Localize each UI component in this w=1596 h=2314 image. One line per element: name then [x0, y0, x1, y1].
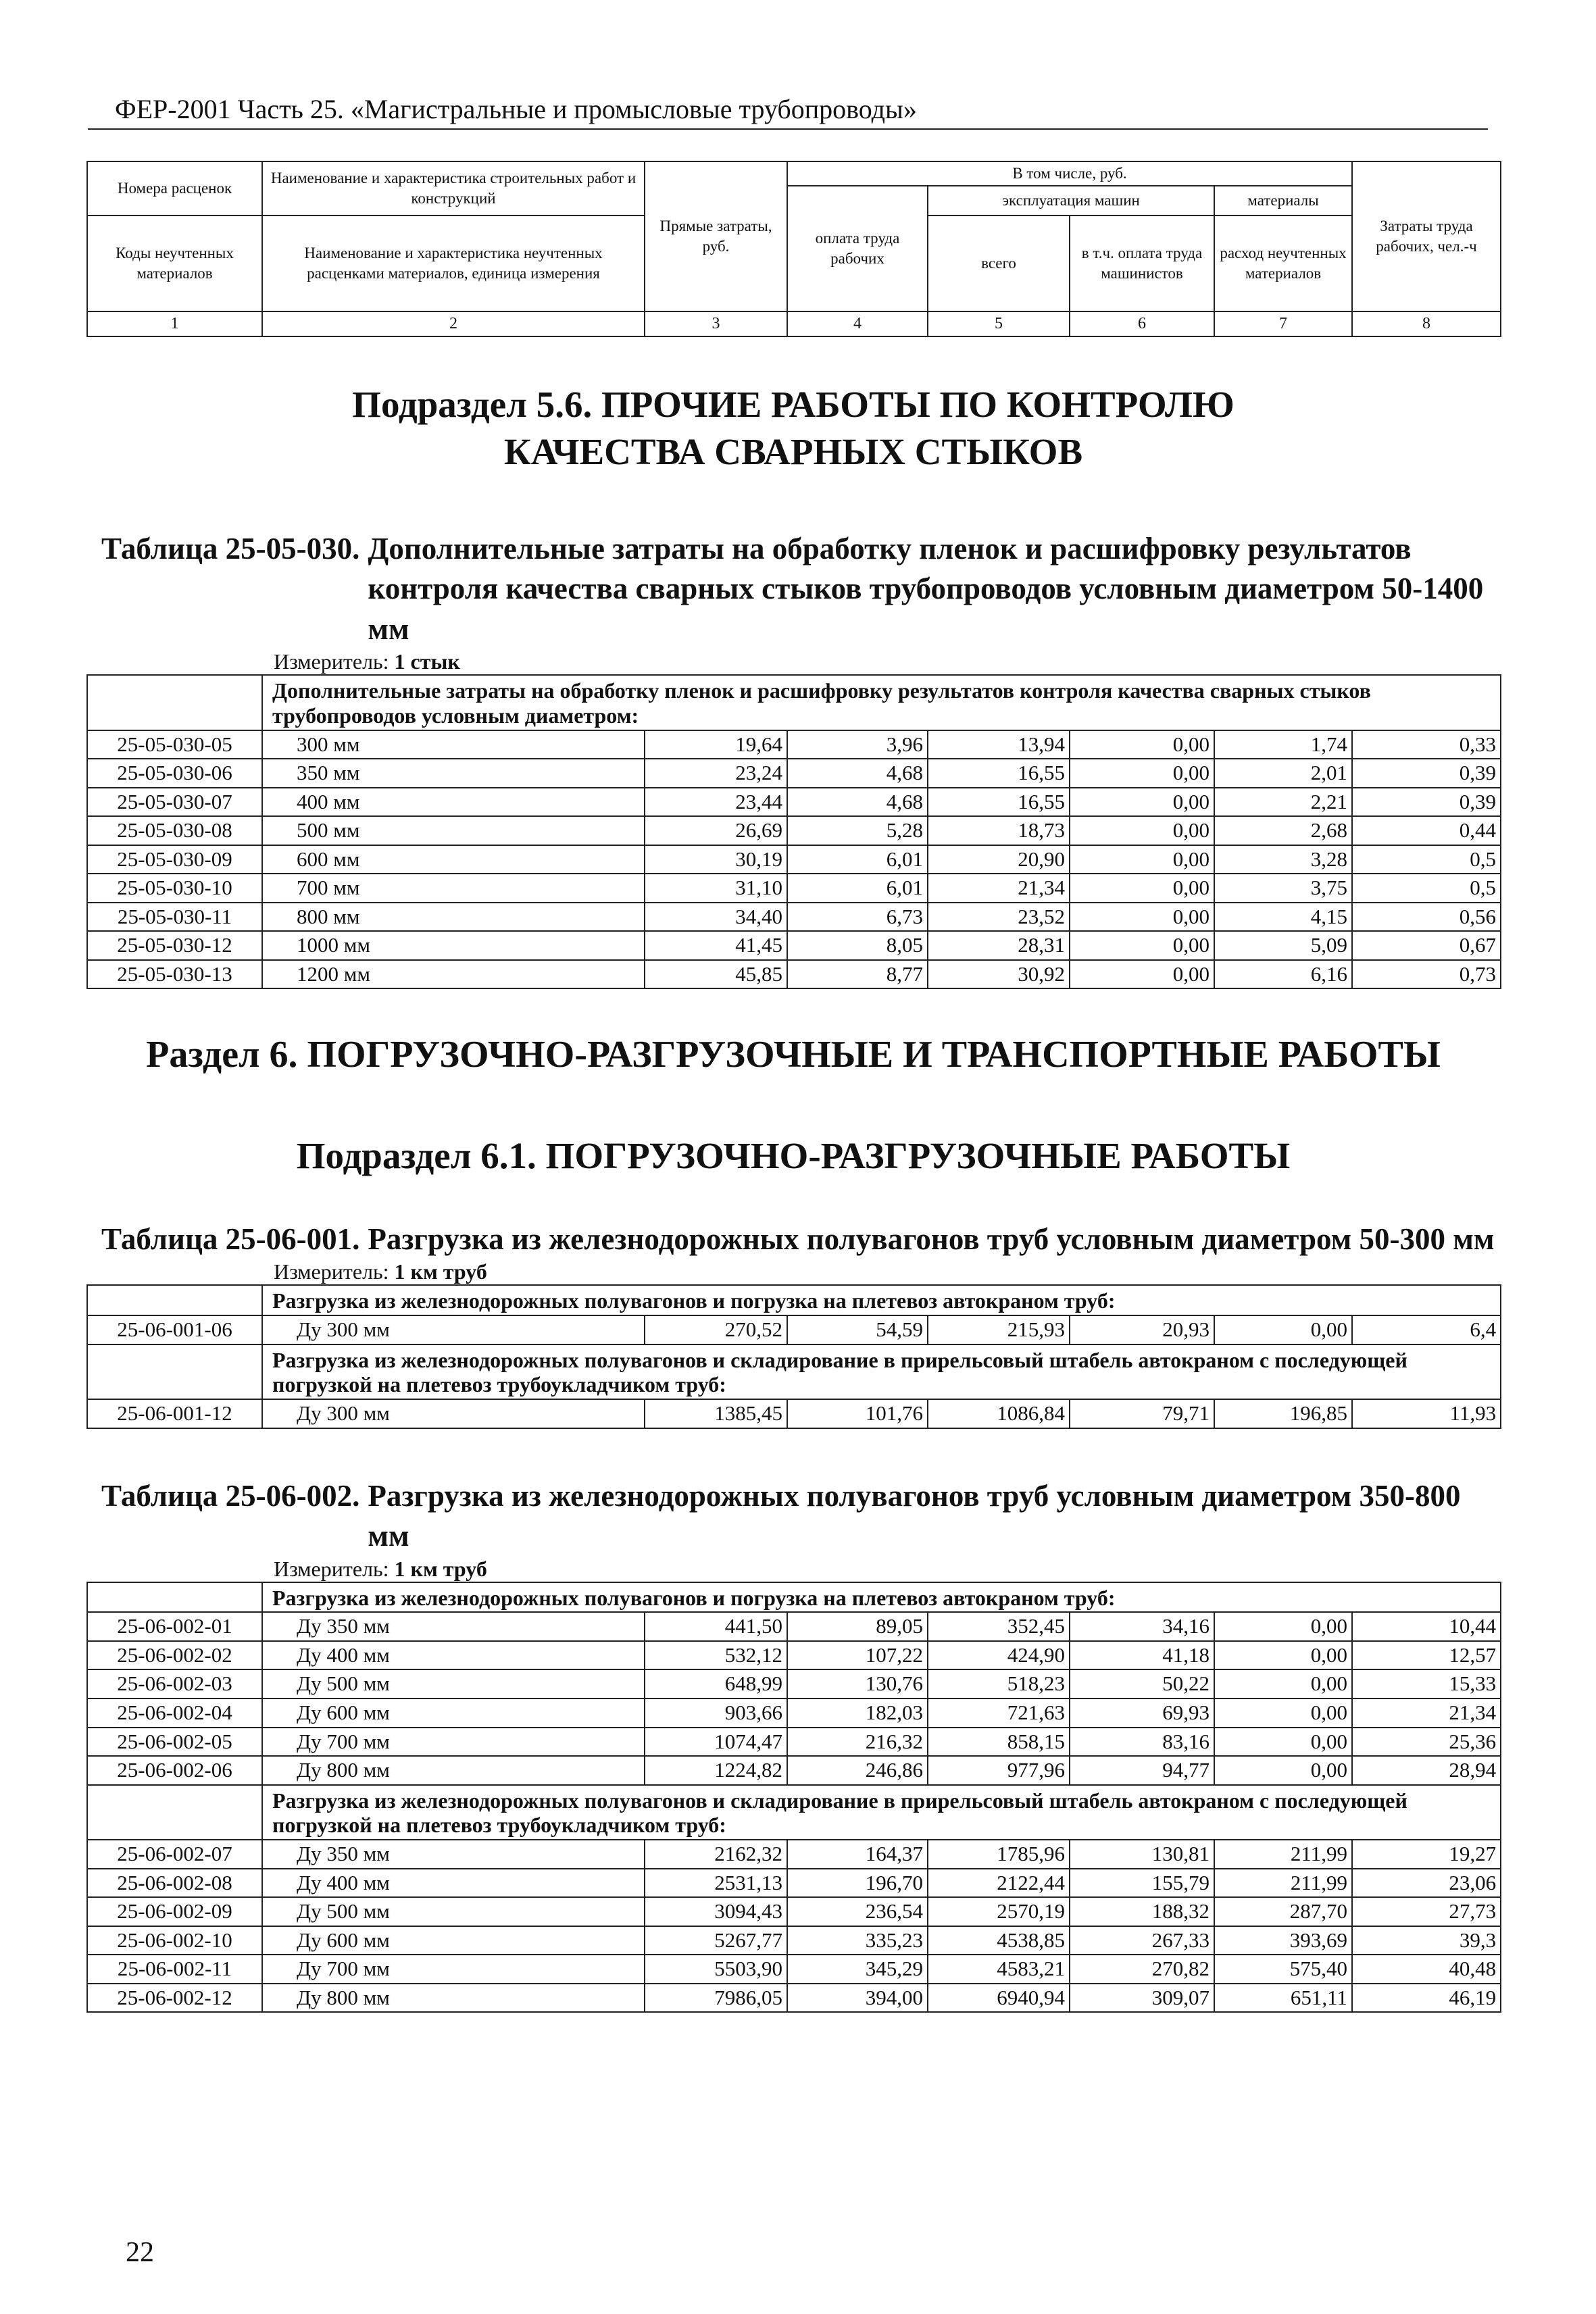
direct-cost: 41,45 — [645, 931, 787, 960]
labor-hours: 23,06 — [1352, 1869, 1501, 1898]
table-row — [87, 1984, 1501, 2013]
table-row — [87, 874, 1501, 903]
labor-pay: 130,76 — [787, 1669, 928, 1699]
labor-pay: 236,54 — [787, 1897, 928, 1926]
labor-pay: 4,68 — [787, 788, 928, 817]
work-name: Ду 600 мм — [262, 1926, 645, 1955]
table-row — [87, 788, 1501, 817]
hdr-num: 6 — [1070, 311, 1214, 336]
materials-cost: 0,00 — [1214, 1641, 1352, 1670]
machines-total: 424,90 — [928, 1641, 1070, 1670]
rate-code: 25-06-001-06 — [87, 1315, 262, 1344]
group-spacer-cell — [87, 1582, 262, 1613]
table-row — [87, 1641, 1501, 1670]
machinist-pay: 188,32 — [1070, 1897, 1214, 1926]
labor-hours: 0,39 — [1352, 788, 1501, 817]
direct-cost: 23,44 — [645, 788, 787, 817]
machines-total: 6940,94 — [928, 1984, 1070, 2013]
column-header-table — [86, 161, 1501, 337]
measure-label: Измеритель: — [274, 1556, 389, 1581]
rate-code: 25-06-002-09 — [87, 1897, 262, 1926]
materials-cost: 2,68 — [1214, 816, 1352, 845]
work-name: 1000 мм — [262, 931, 645, 960]
work-name: Ду 400 мм — [262, 1641, 645, 1670]
materials-cost: 3,28 — [1214, 845, 1352, 874]
table-row — [87, 960, 1501, 989]
work-name: Ду 300 мм — [262, 1315, 645, 1344]
materials-cost: 211,99 — [1214, 1869, 1352, 1898]
work-name: Ду 800 мм — [262, 1756, 645, 1785]
table-row — [87, 1840, 1501, 1869]
table-label: Таблица 25-06-002. — [101, 1478, 360, 1513]
work-name: 350 мм — [262, 759, 645, 788]
machinist-pay: 0,00 — [1070, 788, 1214, 817]
table-row — [87, 1699, 1501, 1728]
machines-total: 1785,96 — [928, 1840, 1070, 1869]
direct-cost: 1385,45 — [645, 1399, 787, 1428]
page-header: ФЕР-2001 Часть 25. «Магистральные и промысловые трубопроводы» — [115, 94, 917, 124]
hdr-num: 2 — [262, 311, 645, 336]
labor-hours: 15,33 — [1352, 1669, 1501, 1699]
labor-hours: 21,34 — [1352, 1699, 1501, 1728]
machinist-pay: 20,93 — [1070, 1315, 1214, 1344]
labor-hours: 40,48 — [1352, 1955, 1501, 1984]
subsection-title-5-6: Подраздел 5.6. ПРОЧИЕ РАБОТЫ ПО КОНТРОЛЮ КАЧЕСТВА СВАРНЫХ СТЫКОВ — [352, 384, 1235, 473]
table-title-text: Разгрузка из железнодорожных полувагонов труб условным диаметром 50-300 мм — [368, 1222, 1495, 1256]
direct-cost: 270,52 — [645, 1315, 787, 1344]
direct-cost: 26,69 — [645, 816, 787, 845]
machines-total: 721,63 — [928, 1699, 1070, 1728]
labor-hours: 0,33 — [1352, 730, 1501, 759]
hdr-materials: материалы — [1214, 186, 1352, 216]
machines-total: 4538,85 — [928, 1926, 1070, 1955]
direct-cost: 30,19 — [645, 845, 787, 874]
labor-hours: 11,93 — [1352, 1399, 1501, 1428]
measure-value: 1 км труб — [394, 1259, 487, 1284]
labor-hours: 27,73 — [1352, 1897, 1501, 1926]
group-spacer-cell — [87, 1285, 262, 1315]
direct-cost: 441,50 — [645, 1612, 787, 1641]
labor-pay: 216,32 — [787, 1728, 928, 1757]
materials-cost: 196,85 — [1214, 1399, 1352, 1428]
machines-total: 858,15 — [928, 1728, 1070, 1757]
direct-cost: 19,64 — [645, 730, 787, 759]
subsection-title-6-1: Подраздел 6.1. ПОГРУЗОЧНО-РАЗГРУЗОЧНЫЕ РАБОТЫ — [296, 1135, 1291, 1177]
direct-cost: 7986,05 — [645, 1984, 787, 2013]
measure-value: 1 км труб — [394, 1556, 487, 1581]
labor-pay: 101,76 — [787, 1399, 928, 1428]
work-name: 800 мм — [262, 903, 645, 932]
hdr-in-total: В том числе, руб. — [787, 161, 1352, 186]
machines-total: 215,93 — [928, 1315, 1070, 1344]
group-spacer-cell — [87, 1344, 262, 1400]
direct-cost: 1074,47 — [645, 1728, 787, 1757]
work-name: 600 мм — [262, 845, 645, 874]
machines-total: 28,31 — [928, 931, 1070, 960]
materials-cost: 2,21 — [1214, 788, 1352, 817]
direct-cost: 34,40 — [645, 903, 787, 932]
main-content — [86, 347, 1500, 2013]
labor-hours: 0,39 — [1352, 759, 1501, 788]
labor-pay: 4,68 — [787, 759, 928, 788]
direct-cost: 5503,90 — [645, 1955, 787, 1984]
hdr-col6: в т.ч. оплата труда машинистов — [1070, 216, 1214, 311]
materials-cost: 0,00 — [1214, 1669, 1352, 1699]
measure-value: 1 стык — [394, 649, 460, 674]
materials-cost: 0,00 — [1214, 1756, 1352, 1785]
group-heading: Дополнительные затраты на обработку пленок и расшифровку результатов контроля качества сварных стыков трубопроводов условным диаметром: — [262, 675, 1501, 730]
measure-label: Измеритель: — [274, 1259, 389, 1284]
labor-pay: 3,96 — [787, 730, 928, 759]
machines-total: 4583,21 — [928, 1955, 1070, 1984]
hdr-num: 7 — [1214, 311, 1352, 336]
machinist-pay: 0,00 — [1070, 816, 1214, 845]
labor-pay: 394,00 — [787, 1984, 928, 2013]
data-table-25-06-001 — [86, 1284, 1501, 1428]
materials-cost: 287,70 — [1214, 1897, 1352, 1926]
work-name: Ду 700 мм — [262, 1728, 645, 1757]
machinist-pay: 0,00 — [1070, 960, 1214, 989]
work-name: Ду 300 мм — [262, 1399, 645, 1428]
machinist-pay: 34,16 — [1070, 1612, 1214, 1641]
data-table-25-05-030 — [86, 674, 1501, 990]
materials-cost: 0,00 — [1214, 1612, 1352, 1641]
table-row — [87, 845, 1501, 874]
materials-cost: 211,99 — [1214, 1840, 1352, 1869]
table-title-25-05-030 — [86, 529, 1500, 649]
work-name: 1200 мм — [262, 960, 645, 989]
labor-pay: 6,01 — [787, 874, 928, 903]
machinist-pay: 0,00 — [1070, 845, 1214, 874]
direct-cost: 3094,43 — [645, 1897, 787, 1926]
labor-hours: 39,3 — [1352, 1926, 1501, 1955]
labor-hours: 46,19 — [1352, 1984, 1501, 2013]
hdr-col2-bottom: Наименование и характеристика неучтенных расценками материалов, единица измерения — [262, 216, 645, 311]
table-row — [87, 1869, 1501, 1898]
measure-line — [86, 1557, 1500, 1582]
materials-cost: 1,74 — [1214, 730, 1352, 759]
labor-pay: 345,29 — [787, 1955, 928, 1984]
labor-pay: 6,01 — [787, 845, 928, 874]
rate-code: 25-06-002-02 — [87, 1641, 262, 1670]
work-name: 500 мм — [262, 816, 645, 845]
hdr-col7: расход неучтенных материалов — [1214, 216, 1352, 311]
table-row — [87, 730, 1501, 759]
hdr-num: 3 — [645, 311, 787, 336]
machinist-pay: 0,00 — [1070, 903, 1214, 932]
table-row — [87, 1926, 1501, 1955]
machinist-pay: 155,79 — [1070, 1869, 1214, 1898]
data-table-25-06-002 — [86, 1582, 1501, 2013]
machinist-pay: 50,22 — [1070, 1669, 1214, 1699]
section-title-6: Раздел 6. ПОГРУЗОЧНО-РАЗГРУЗОЧНЫЕ И ТРАНСПОРТНЫЕ РАБОТЫ — [146, 1034, 1441, 1076]
materials-cost: 575,40 — [1214, 1955, 1352, 1984]
direct-cost: 903,66 — [645, 1699, 787, 1728]
machinist-pay: 0,00 — [1070, 874, 1214, 903]
table-row — [87, 1399, 1501, 1428]
direct-cost: 2162,32 — [645, 1840, 787, 1869]
rate-code: 25-05-030-05 — [87, 730, 262, 759]
machines-total: 2570,19 — [928, 1897, 1070, 1926]
table-label: Таблица 25-05-030. — [101, 531, 360, 565]
materials-cost: 0,00 — [1214, 1315, 1352, 1344]
labor-hours: 28,94 — [1352, 1756, 1501, 1785]
rate-code: 25-06-002-05 — [87, 1728, 262, 1757]
labor-hours: 0,73 — [1352, 960, 1501, 989]
machinist-pay: 267,33 — [1070, 1926, 1214, 1955]
table-title-text: Разгрузка из железнодорожных полувагонов труб условным диаметром 350-800 мм — [368, 1478, 1461, 1553]
rate-code: 25-06-002-12 — [87, 1984, 262, 2013]
rate-code: 25-05-030-10 — [87, 874, 262, 903]
table-row — [87, 1728, 1501, 1757]
hdr-col2-top: Наименование и характеристика строительных работ и конструкций — [262, 161, 645, 216]
labor-pay: 8,77 — [787, 960, 928, 989]
rate-code: 25-06-002-10 — [87, 1926, 262, 1955]
machines-total: 518,23 — [928, 1669, 1070, 1699]
machinist-pay: 0,00 — [1070, 931, 1214, 960]
materials-cost: 651,11 — [1214, 1984, 1352, 2013]
machinist-pay: 0,00 — [1070, 759, 1214, 788]
direct-cost: 532,12 — [645, 1641, 787, 1670]
machines-total: 20,90 — [928, 845, 1070, 874]
table-row — [87, 903, 1501, 932]
work-name: Ду 700 мм — [262, 1955, 645, 1984]
materials-cost: 3,75 — [1214, 874, 1352, 903]
work-name: 700 мм — [262, 874, 645, 903]
rate-code: 25-06-002-08 — [87, 1869, 262, 1898]
machines-total: 977,96 — [928, 1756, 1070, 1785]
labor-pay: 6,73 — [787, 903, 928, 932]
machines-total: 352,45 — [928, 1612, 1070, 1641]
table-title-25-06-001 — [86, 1219, 1500, 1259]
materials-cost: 0,00 — [1214, 1699, 1352, 1728]
rate-code: 25-06-002-04 — [87, 1699, 262, 1728]
table-row — [87, 1315, 1501, 1344]
machines-total: 16,55 — [928, 759, 1070, 788]
group-heading: Разгрузка из железнодорожных полувагонов и погрузка на плетевоз автокраном труб: — [262, 1285, 1501, 1315]
labor-hours: 12,57 — [1352, 1641, 1501, 1670]
machines-total: 2122,44 — [928, 1869, 1070, 1898]
rate-code: 25-05-030-12 — [87, 931, 262, 960]
machines-total: 18,73 — [928, 816, 1070, 845]
machines-total: 13,94 — [928, 730, 1070, 759]
header-rule — [88, 128, 1488, 130]
machinist-pay: 130,81 — [1070, 1840, 1214, 1869]
table-row — [87, 1955, 1501, 1984]
page-number: 22 — [126, 2237, 154, 2268]
labor-hours: 0,44 — [1352, 816, 1501, 845]
materials-cost: 6,16 — [1214, 960, 1352, 989]
machines-total: 30,92 — [928, 960, 1070, 989]
table-title-text: Дополнительные затраты на обработку пленок и расшифровку результатов контроля качества сварных стыков трубопроводов условным диаметром 50-1400 мм — [368, 531, 1484, 646]
hdr-num: 1 — [87, 311, 262, 336]
machinist-pay: 94,77 — [1070, 1756, 1214, 1785]
rate-code: 25-05-030-09 — [87, 845, 262, 874]
rate-code: 25-05-030-08 — [87, 816, 262, 845]
rate-code: 25-05-030-06 — [87, 759, 262, 788]
work-name: Ду 400 мм — [262, 1869, 645, 1898]
machines-total: 1086,84 — [928, 1399, 1070, 1428]
machines-total: 23,52 — [928, 903, 1070, 932]
hdr-col3: Прямые затраты, руб. — [645, 161, 787, 311]
materials-cost: 4,15 — [1214, 903, 1352, 932]
rate-code: 25-05-030-13 — [87, 960, 262, 989]
machinist-pay: 309,07 — [1070, 1984, 1214, 2013]
group-heading: Разгрузка из железнодорожных полувагонов и складирование в прирельсовый штабель автокраном с последующей погрузкой на плетевоз трубоукладчиком труб: — [262, 1344, 1501, 1400]
labor-hours: 0,5 — [1352, 874, 1501, 903]
table-row — [87, 759, 1501, 788]
rate-code: 25-06-002-01 — [87, 1612, 262, 1641]
labor-hours: 6,4 — [1352, 1315, 1501, 1344]
group-heading: Разгрузка из железнодорожных полувагонов и складирование в прирельсовый штабель автокраном с последующей погрузкой на плетевоз трубоукладчиком труб: — [262, 1785, 1501, 1840]
direct-cost: 31,10 — [645, 874, 787, 903]
work-name: Ду 350 мм — [262, 1612, 645, 1641]
work-name: Ду 350 мм — [262, 1840, 645, 1869]
table-row — [87, 1897, 1501, 1926]
table-row — [87, 1612, 1501, 1641]
table-title-25-06-002 — [86, 1476, 1500, 1557]
hdr-num: 4 — [787, 311, 928, 336]
direct-cost: 5267,77 — [645, 1926, 787, 1955]
group-spacer-cell — [87, 1785, 262, 1840]
labor-pay: 89,05 — [787, 1612, 928, 1641]
labor-pay: 182,03 — [787, 1699, 928, 1728]
rate-code: 25-05-030-07 — [87, 788, 262, 817]
work-name: Ду 500 мм — [262, 1897, 645, 1926]
work-name: Ду 600 мм — [262, 1699, 645, 1728]
labor-hours: 0,5 — [1352, 845, 1501, 874]
work-name: 300 мм — [262, 730, 645, 759]
rate-code: 25-05-030-11 — [87, 903, 262, 932]
machines-total: 16,55 — [928, 788, 1070, 817]
hdr-col1-top: Номера расценок — [87, 161, 262, 216]
rate-code: 25-06-002-06 — [87, 1756, 262, 1785]
labor-pay: 5,28 — [787, 816, 928, 845]
direct-cost: 23,24 — [645, 759, 787, 788]
work-name: Ду 800 мм — [262, 1984, 645, 2013]
labor-pay: 8,05 — [787, 931, 928, 960]
machines-total: 21,34 — [928, 874, 1070, 903]
table-row — [87, 931, 1501, 960]
machinist-pay: 79,71 — [1070, 1399, 1214, 1428]
materials-cost: 0,00 — [1214, 1728, 1352, 1757]
machinist-pay: 270,82 — [1070, 1955, 1214, 1984]
hdr-num: 8 — [1352, 311, 1501, 336]
machinist-pay: 83,16 — [1070, 1728, 1214, 1757]
measure-line — [86, 649, 1500, 674]
rate-code: 25-06-002-11 — [87, 1955, 262, 1984]
work-name: Ду 500 мм — [262, 1669, 645, 1699]
machinist-pay: 69,93 — [1070, 1699, 1214, 1728]
direct-cost: 1224,82 — [645, 1756, 787, 1785]
hdr-col1-bottom: Коды неучтенных материалов — [87, 216, 262, 311]
table-row — [87, 1756, 1501, 1785]
materials-cost: 2,01 — [1214, 759, 1352, 788]
table-row — [87, 816, 1501, 845]
labor-hours: 19,27 — [1352, 1840, 1501, 1869]
direct-cost: 45,85 — [645, 960, 787, 989]
measure-line — [86, 1259, 1500, 1284]
hdr-col8: Затраты труда рабочих, чел.-ч — [1352, 161, 1501, 311]
labor-hours: 25,36 — [1352, 1728, 1501, 1757]
rate-code: 25-06-001-12 — [87, 1399, 262, 1428]
labor-pay: 164,37 — [787, 1840, 928, 1869]
labor-pay: 196,70 — [787, 1869, 928, 1898]
labor-pay: 335,23 — [787, 1926, 928, 1955]
direct-cost: 648,99 — [645, 1669, 787, 1699]
machinist-pay: 41,18 — [1070, 1641, 1214, 1670]
hdr-col5: всего — [928, 216, 1070, 311]
labor-pay: 54,59 — [787, 1315, 928, 1344]
hdr-machines: эксплуатация машин — [928, 186, 1214, 216]
table-row — [87, 1669, 1501, 1699]
work-name: 400 мм — [262, 788, 645, 817]
labor-hours: 0,67 — [1352, 931, 1501, 960]
labor-hours: 0,56 — [1352, 903, 1501, 932]
materials-cost: 5,09 — [1214, 931, 1352, 960]
machinist-pay: 0,00 — [1070, 730, 1214, 759]
labor-pay: 107,22 — [787, 1641, 928, 1670]
labor-pay: 246,86 — [787, 1756, 928, 1785]
labor-hours: 10,44 — [1352, 1612, 1501, 1641]
materials-cost: 393,69 — [1214, 1926, 1352, 1955]
rate-code: 25-06-002-03 — [87, 1669, 262, 1699]
hdr-num: 5 — [928, 311, 1070, 336]
direct-cost: 2531,13 — [645, 1869, 787, 1898]
rate-code: 25-06-002-07 — [87, 1840, 262, 1869]
hdr-col4: оплата труда рабочих — [787, 186, 928, 311]
measure-label: Измеритель: — [274, 649, 389, 674]
table-label: Таблица 25-06-001. — [101, 1222, 360, 1256]
group-heading: Разгрузка из железнодорожных полувагонов и погрузка на плетевоз автокраном труб: — [262, 1582, 1501, 1613]
